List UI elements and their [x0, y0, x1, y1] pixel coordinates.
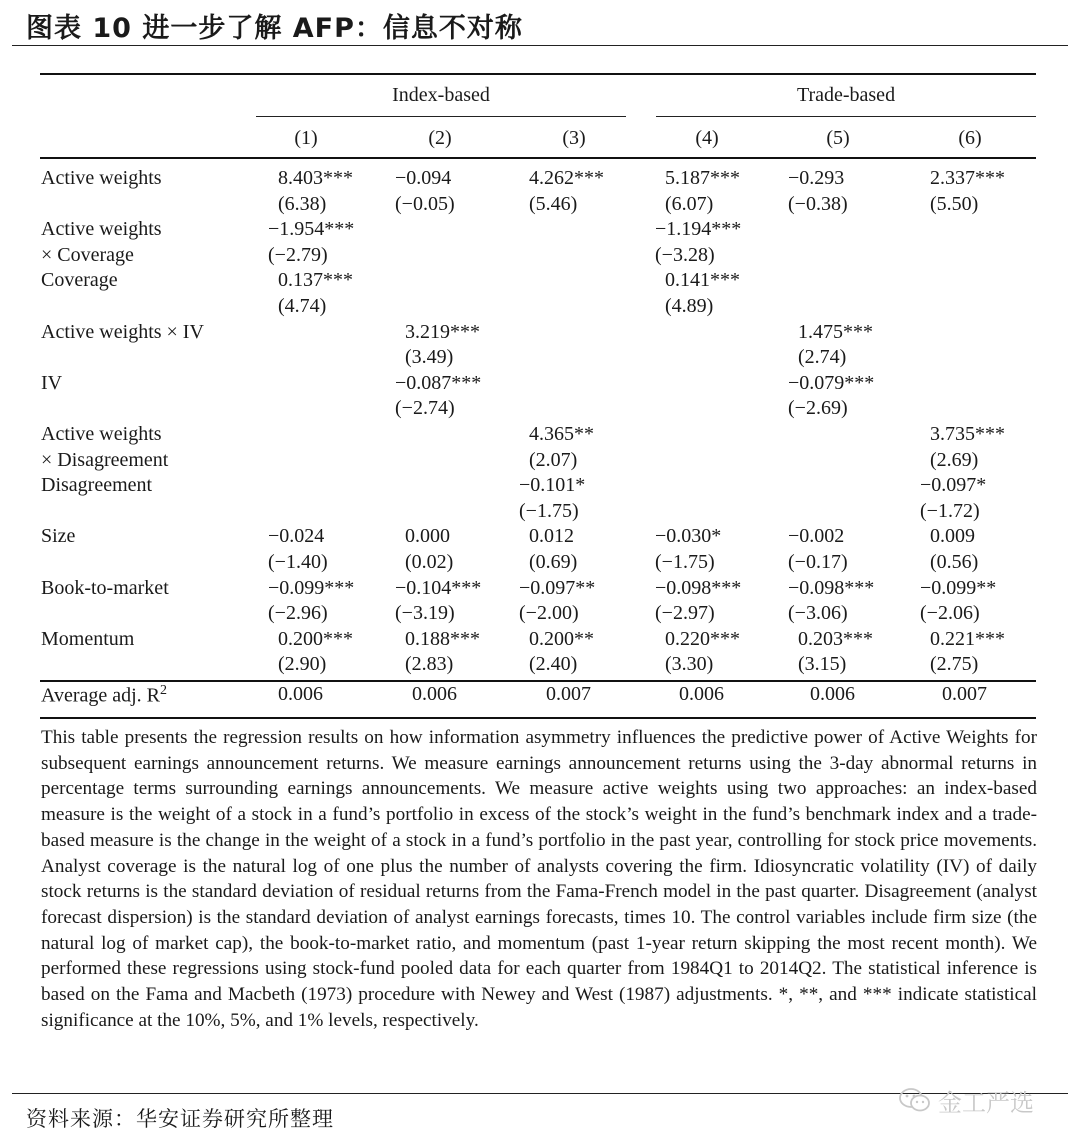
table-cell: (0.02) — [405, 551, 454, 573]
table-cell: (2.69) — [930, 448, 979, 471]
table-cell: −1.954*** — [268, 218, 355, 241]
table-cell: (0.56) — [930, 551, 979, 573]
table-cell: −0.099*** — [268, 576, 355, 599]
table-cell: (−1.75) — [519, 499, 579, 522]
row-label: Momentum — [41, 627, 135, 650]
r2-value: 0.007 — [546, 683, 591, 705]
table-cell: −0.097** — [519, 576, 596, 599]
row-label: Book-to-market — [41, 576, 169, 599]
table-cell: (−1.40) — [268, 551, 328, 573]
table-cell: 0.203*** — [798, 627, 873, 650]
column-header-6: (6) — [958, 127, 982, 149]
table-cell: (−3.06) — [788, 602, 848, 625]
table-cell: (−2.69) — [788, 397, 848, 420]
table-top-rule — [40, 73, 1036, 75]
table-cell: (−2.74) — [395, 397, 455, 420]
table-cell: −0.099** — [920, 576, 997, 599]
table-cell: (−1.75) — [655, 551, 715, 573]
table-cell: (3.49) — [405, 346, 454, 369]
table-cell: 3.219*** — [405, 320, 480, 343]
table-notes: This table presents the regression results on how information asymmetry influences the predictive power of Active Weights for subsequent earnings announcement returns. We measure earnings announcement returns using the 3-day abnormal returns in percentage terms surrounding earnings announcements. We measure active weights using two approaches: an index-based measure is the weight of a stock in a fund’s portfolio in excess of the stock’s weight in the fund’s benchmark index and a trade-based measure is the change in the weight of a stock in a fund’s portfolio in the past year, controlling for stock price movements. Analyst coverage is the natural log of one plus the number of analysts covering the firm. Idiosyncratic volatility (IV) of daily stock returns is the standard deviation of residual returns from the Fama-French model in the past quarter. Disagreement (analyst forecast dispersion) is the standard deviation of analyst earnings forecasts, times 10. The control variables include firm size (the natural log of market cap), the book-to-market ratio, and momentum (past 1-year return skipping the most recent month). We performed these regressions using stock-fund pooled data for each quarter from 1984Q1 to 2014Q2. The statistical inference is based on the Fama and Macbeth (1973) procedure with Newey and West (1987) adjustments. *, **, and *** indicate statistical significance at the 10%, 5%, and 1% levels, respectively. — [41, 727, 1037, 1031]
table-cell: 0.221*** — [930, 627, 1005, 650]
table-header-rule — [40, 157, 1036, 159]
table-cell: (2.83) — [405, 653, 454, 676]
table-cell: (−2.79) — [268, 243, 328, 266]
table-cell: (3.30) — [665, 653, 714, 676]
table-cell: (2.90) — [278, 653, 327, 676]
table-cell: 8.403*** — [278, 167, 353, 189]
row-label: Active weights — [41, 218, 162, 241]
table-cell: −1.194*** — [655, 218, 742, 241]
r2-label — [41, 683, 167, 708]
table-cell: (−2.97) — [655, 602, 715, 625]
group-underline-trade — [656, 116, 1036, 117]
column-header-5: (5) — [826, 127, 850, 149]
table-cell: −0.024 — [268, 525, 325, 548]
table-cell: (−0.17) — [788, 551, 848, 573]
row-label: Size — [41, 525, 76, 548]
column-header-1: (1) — [294, 127, 318, 149]
title-divider — [12, 45, 1068, 46]
table-cell: (4.74) — [278, 295, 327, 317]
table-cell: 1.475*** — [798, 320, 873, 343]
group-header-index: Index-based — [392, 84, 490, 106]
row-label: Active weights — [41, 167, 162, 189]
table-cell: (−1.72) — [920, 499, 980, 522]
row-label: × Coverage — [41, 243, 134, 266]
r2-value: 0.006 — [412, 683, 457, 705]
table-cell: 0.200** — [529, 627, 594, 650]
table-cell: 0.220*** — [665, 627, 740, 650]
table-cell: (0.69) — [529, 551, 578, 573]
table-cell: (5.50) — [930, 192, 979, 215]
table-cell: 4.262*** — [529, 167, 604, 189]
row-label: Active weights × IV — [41, 320, 204, 343]
table-cell: 4.365** — [529, 423, 594, 445]
table-cell: −0.030* — [655, 525, 722, 548]
table-cell: (6.07) — [665, 192, 714, 215]
group-header-trade: Trade-based — [796, 84, 896, 106]
table-cell: −0.101* — [519, 474, 586, 497]
table-cell: 0.012 — [529, 525, 574, 548]
table-cell: (−2.00) — [519, 602, 579, 625]
table-cell: (2.07) — [529, 448, 578, 471]
table-cell: (−3.28) — [655, 243, 715, 266]
table-cell: 0.009 — [930, 525, 975, 548]
table-cell: −0.104*** — [395, 576, 482, 599]
table-r2-rule — [40, 680, 1036, 682]
table-cell: (2.75) — [930, 653, 979, 676]
row-label: Active weights — [41, 423, 162, 445]
group-underline-index — [256, 116, 626, 117]
table-cell: 0.137*** — [278, 269, 353, 292]
table-cell: −0.087*** — [395, 371, 482, 394]
source-note: 资料来源：华安证券研究所整理 — [26, 1107, 334, 1131]
table-cell: −0.098*** — [655, 576, 742, 599]
table-cell: 5.187*** — [665, 167, 740, 189]
table-cell: 0.141*** — [665, 269, 740, 292]
table-cell: (3.15) — [798, 653, 847, 676]
r2-value: 0.006 — [278, 683, 323, 705]
r2-value: 0.006 — [679, 683, 724, 705]
row-label: Coverage — [41, 269, 118, 292]
figure-title: 图表 10 进一步了解 AFP：信息不对称 — [26, 13, 523, 44]
table-cell: 3.735*** — [930, 423, 1005, 445]
r2-value: 0.007 — [942, 683, 987, 705]
table-cell: −0.098*** — [788, 576, 875, 599]
table-cell: 0.000 — [405, 525, 450, 548]
table-cell: 0.188*** — [405, 627, 480, 650]
r2-label-text: Average adj. R — [41, 684, 161, 707]
r2-label-superscript: 2 — [160, 683, 168, 698]
table-cell: −0.097* — [920, 474, 987, 497]
table-cell: (2.74) — [798, 346, 847, 369]
table-cell: 0.200*** — [278, 627, 353, 650]
table-cell: (−2.06) — [920, 602, 980, 625]
table-cell: (6.38) — [278, 192, 327, 215]
column-header-4: (4) — [695, 127, 719, 149]
row-label: × Disagreement — [41, 448, 169, 471]
table-bottom-rule — [40, 717, 1036, 719]
watermark-text: 金工严选 — [938, 1089, 1034, 1117]
table-cell: −0.094 — [395, 167, 452, 189]
wechat-icon — [898, 1087, 932, 1113]
table-cell: −0.079*** — [788, 371, 875, 394]
table-cell: 2.337*** — [930, 167, 1005, 189]
column-header-2: (2) — [428, 127, 452, 149]
table-cell: (−2.96) — [268, 602, 328, 625]
table-cell: (4.89) — [665, 295, 714, 317]
table-cell: (−3.19) — [395, 602, 455, 625]
table-cell: (5.46) — [529, 192, 578, 215]
row-label: Disagreement — [41, 474, 153, 497]
table-cell: (2.40) — [529, 653, 578, 676]
table-cell: (−0.38) — [788, 192, 848, 215]
table-cell: −0.002 — [788, 525, 845, 548]
table-cell: −0.293 — [788, 167, 845, 189]
r2-value: 0.006 — [810, 683, 855, 705]
row-label: IV — [41, 371, 63, 394]
table-cell: (−0.05) — [395, 192, 455, 215]
column-header-3: (3) — [562, 127, 586, 149]
